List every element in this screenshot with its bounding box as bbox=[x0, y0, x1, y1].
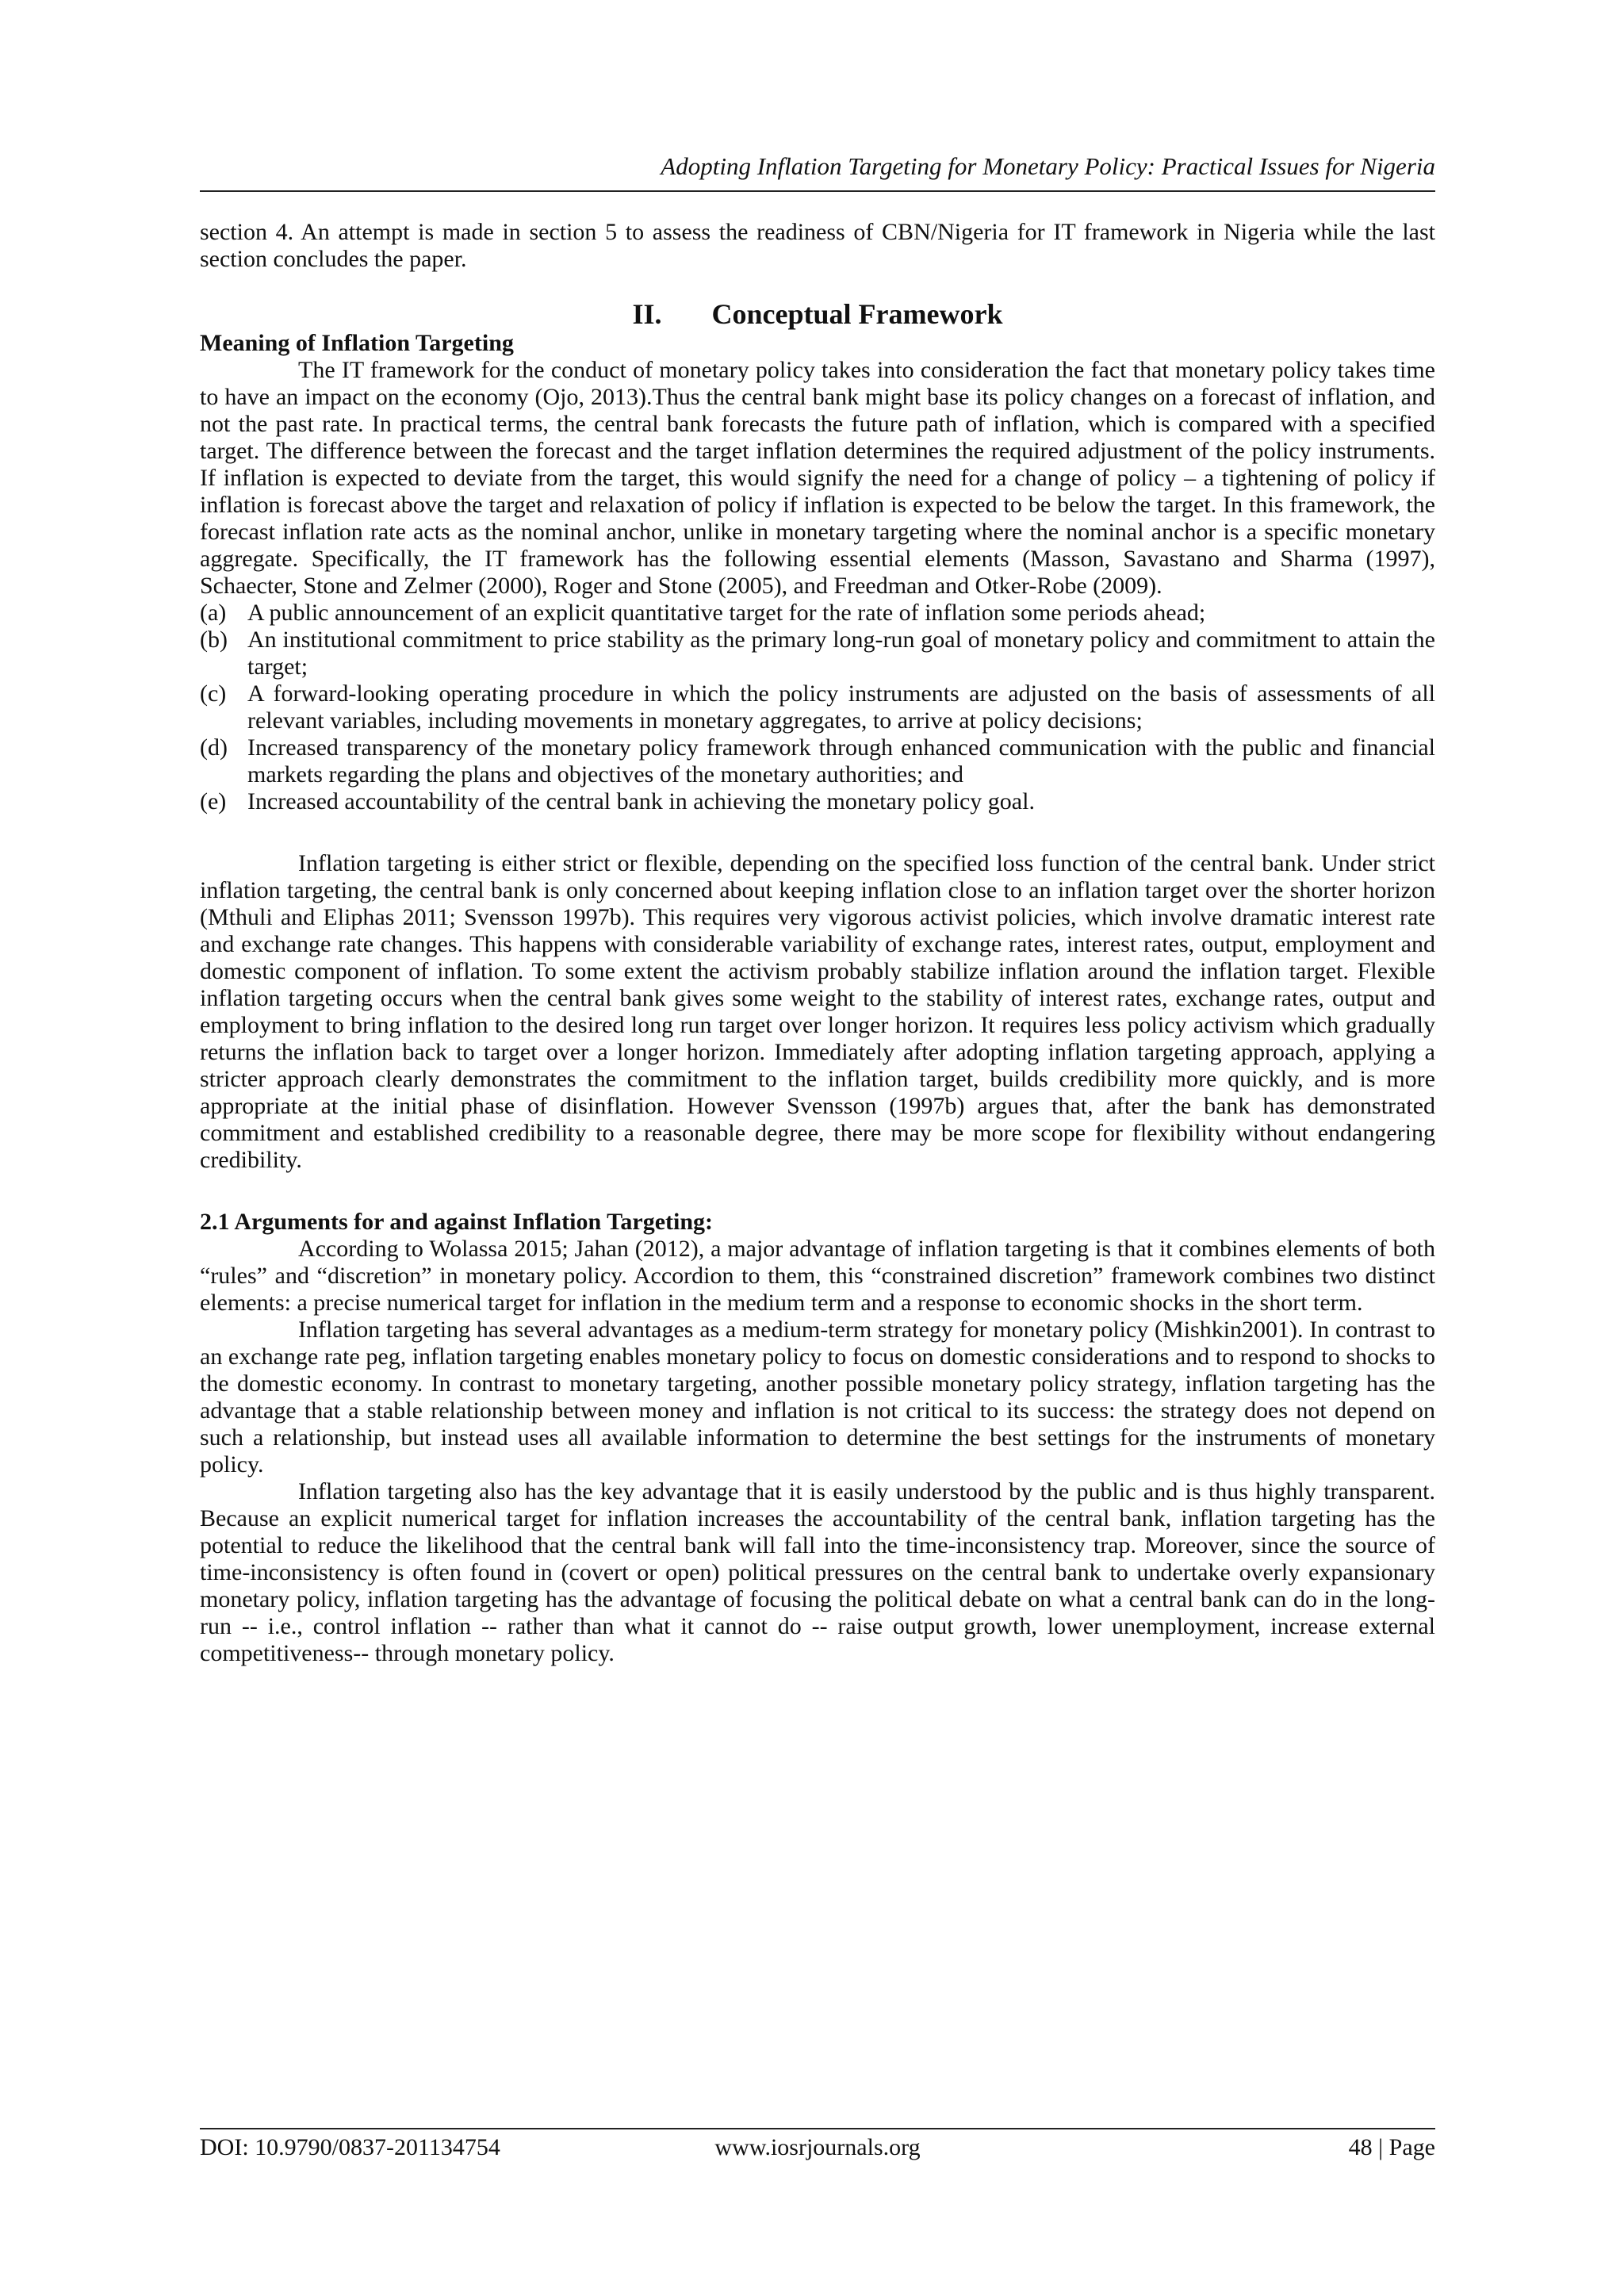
list-marker: (e) bbox=[200, 788, 227, 815]
list-item-text: Increased transparency of the monetary policy framework through enhanced communication with the public and financial markets regarding the plans and objectives of the monetary authorities; and bbox=[247, 734, 1435, 788]
running-header: Adopting Inflation Targeting for Monetary Policy: Practical Issues for Nigeria bbox=[661, 152, 1435, 180]
strict-flexible-paragraph: Inflation targeting is either strict or flexible, depending on the specified loss function of the central bank. Under strict inflation targeting, the central bank is only concerned about keeping inflation close to an inflation target over the shorter horizon (Mthuli and Eliphas 2011; Svensson 1997b). This requires very vigorous activist policies, which involve dramatic interest rate and exchange rate changes. This happens with considerable variability of exchange rates, interest rates, output, employment and domestic component of inflation. To some extent the activism probably stabilize inflation around the inflation target. Flexible inflation targeting occurs when the central bank gives some weight to the stability of interest rates, exchange rates, output and employment to bring inflation to the desired long run target over longer horizon. It requires less policy activism which gradually returns the inflation back to target over a longer horizon. Immediately after adopting inflation targeting approach, applying a stricter approach clearly demonstrates the commitment to the inflation target, builds credibility more quickly, and is more appropriate at the initial phase of disinflation. However Svensson (1997b) argues that, after the bank has demonstrated commitment and established credibility to a reasonable degree, there may be more scope for flexibility without endangering credibility. bbox=[200, 850, 1435, 1173]
footer-website: www.iosrjournals.org bbox=[714, 2134, 921, 2160]
header-divider bbox=[200, 190, 1435, 192]
list-marker: (a) bbox=[200, 600, 227, 626]
list-item-text: A forward-looking operating procedure in which the policy instruments are adjusted on the basis of assessments of all relevant variables, including movements in monetary aggregates, to arrive at policy decisions; bbox=[247, 680, 1435, 734]
section-title: Conceptual Framework bbox=[711, 298, 1003, 330]
footer-doi: DOI: 10.9790/0837-201134754 bbox=[200, 2134, 500, 2160]
list-item bbox=[200, 627, 1435, 680]
section-heading bbox=[200, 298, 1435, 330]
essential-elements-list bbox=[200, 600, 1435, 815]
section-number: II. bbox=[632, 298, 662, 330]
list-item-text: An institutional commitment to price stability as the primary long-run goal of monetary policy and commitment to attain the target; bbox=[247, 627, 1435, 680]
subsection-heading-arguments: 2.1 Arguments for and against Inflation Targeting: bbox=[200, 1209, 714, 1235]
arguments-paragraph: According to Wolassa 2015; Jahan (2012), a major advantage of inflation targeting is that it combines elements of both “rules” and “discretion” in monetary policy. Accordion to them, this “constrained discretion” framework combines two distinct elements: a precise numerical target for inflation in the medium term and a response to economic shocks in the short term. bbox=[200, 1236, 1435, 1316]
list-marker: (b) bbox=[200, 627, 228, 653]
arguments-paragraph: Inflation targeting has several advantages as a medium-term strategy for monetary policy (Mishkin2001). In contrast to an exchange rate peg, inflation targeting enables monetary policy to focus on domestic considerations and to respond to shocks to the domestic economy. In contrast to monetary targeting, another possible monetary policy strategy, inflation targeting has the advantage that a stable relationship between money and inflation is not critical to its success: the strategy does not depend on such a relationship, but instead uses all available information to determine the best settings for the instruments of monetary policy. bbox=[200, 1317, 1435, 1478]
list-item bbox=[200, 600, 1435, 627]
arguments-paragraph: Inflation targeting also has the key advantage that it is easily understood by the public and is thus highly transparent. Because an explicit numerical target for inflation increases the accountability of the central bank, inflation targeting has the potential to reduce the likelihood that the central bank will fall into the time-inconsistency trap. Moreover, since the source of time-inconsistency is often found in (covert or open) political pressures on the central bank to undertake overly expansionary monetary policy, inflation targeting has the advantage of focusing the political debate on what a central bank can do in the long-run -- i.e., control inflation -- rather than what it cannot do -- raise output growth, lower unemployment, increase external competitiveness-- through monetary policy. bbox=[200, 1478, 1435, 1666]
list-item bbox=[200, 680, 1435, 734]
list-item-text: Increased accountability of the central bank in achieving the monetary policy goal. bbox=[247, 788, 1035, 815]
list-marker: (d) bbox=[200, 734, 228, 761]
list-marker: (c) bbox=[200, 680, 227, 707]
list-item bbox=[200, 734, 1435, 788]
body-content bbox=[200, 219, 1435, 1667]
list-item-text: A public announcement of an explicit quantitative target for the rate of inflation some periods ahead; bbox=[247, 600, 1206, 626]
subsection-heading-meaning: Meaning of Inflation Targeting bbox=[200, 330, 514, 356]
list-item bbox=[200, 788, 1435, 815]
meaning-paragraph: The IT framework for the conduct of monetary policy takes into consideration the fact that monetary policy takes time to have an impact on the economy (Ojo, 2013).Thus the central bank might base its policy changes on a forecast of inflation, and not the past rate. In practical terms, the central bank forecasts the future path of inflation, which is compared with a specified target. The difference between the forecast and the target inflation determines the required adjustment of the policy instruments. If inflation is expected to deviate from the target, this would signify the need for a change of policy – a tightening of policy if inflation is forecast above the target and relaxation of policy if inflation is expected to be below the target. In this framework, the forecast inflation rate acts as the nominal anchor, unlike in monetary targeting where the nominal anchor is a specific monetary aggregate. Specifically, the IT framework has the following essential elements (Masson, Savastano and Sharma (1997), Schaecter, Stone and Zelmer (2000), Roger and Stone (2005), and Freedman and Otker-Robe (2009). bbox=[200, 357, 1435, 599]
intro-paragraph: section 4. An attempt is made in section 5 to assess the readiness of CBN/Nigeria for IT framework in Nigeria while the last section concludes the paper. bbox=[200, 219, 1435, 272]
footer-divider bbox=[200, 2128, 1435, 2129]
footer-page-number: 48 | Page bbox=[1348, 2134, 1435, 2160]
